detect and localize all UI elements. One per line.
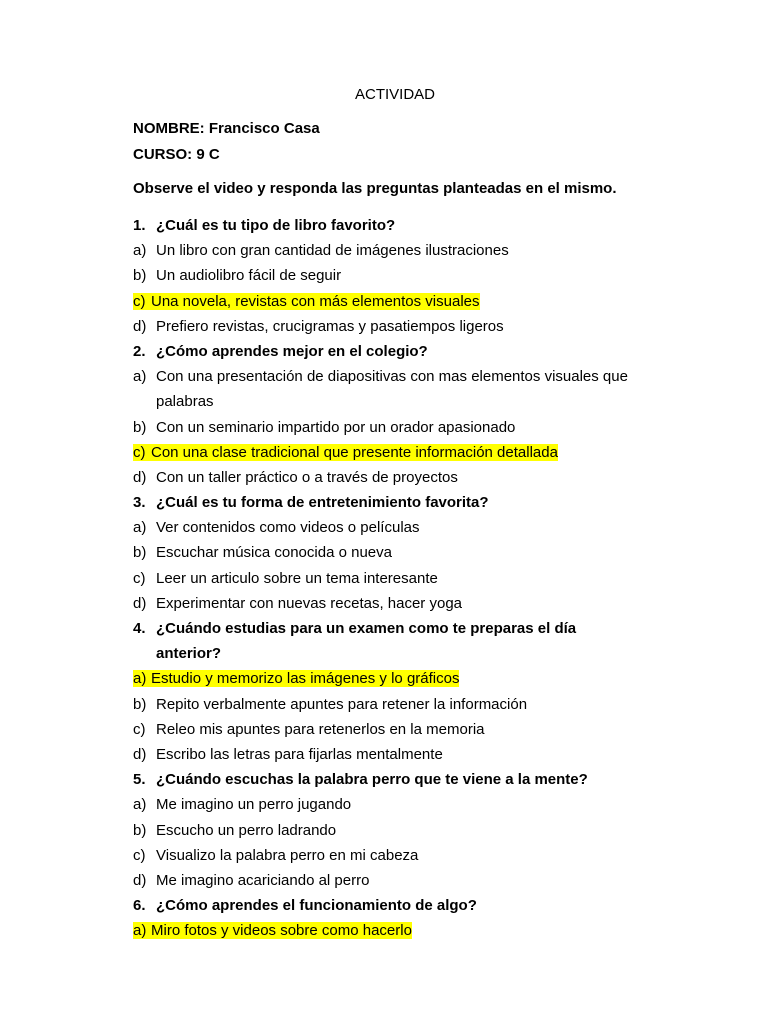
answer-option xyxy=(133,515,653,540)
option-text: Escribo las letras para fijarlas mentalmente xyxy=(156,745,443,763)
option-letter: a) xyxy=(133,666,155,691)
option-letter: b) xyxy=(133,267,147,285)
option-text: Ver contenidos como videos o películas xyxy=(156,519,420,537)
option-letter: c) xyxy=(133,569,146,587)
option-text: Con una clase tradicional que presente información detallada xyxy=(151,443,558,461)
question-text: ¿Cómo aprendes mejor en el colegio? xyxy=(156,342,428,360)
option-letter: d) xyxy=(133,594,147,612)
answer-option xyxy=(133,263,653,288)
question-number: 6. xyxy=(133,897,146,915)
option-text: Un audiolibro fácil de seguir xyxy=(156,267,342,285)
option-text: Con una presentación de diapositivas con mas elementos visuales que xyxy=(156,368,628,386)
option-text: Miro fotos y videos sobre como hacerlo xyxy=(151,922,412,940)
option-text: Una novela, revistas con más elementos visuales xyxy=(151,292,480,310)
answer-option xyxy=(133,843,653,868)
question-text: ¿Cuál es tu forma de entretenimiento favorita? xyxy=(156,494,489,512)
question-number: 5. xyxy=(133,771,146,789)
answer-option xyxy=(133,314,653,339)
answer-option xyxy=(133,540,653,565)
option-letter: c) xyxy=(133,289,155,314)
option-text: palabras xyxy=(156,393,214,411)
option-text: Leer un articulo sobre un tema interesante xyxy=(156,569,438,587)
selected-answer-option xyxy=(133,666,653,691)
option-text: Experimentar con nuevas recetas, hacer yoga xyxy=(156,594,462,612)
answer-option xyxy=(133,465,653,490)
question-text: ¿Cuál es tu tipo de libro favorito? xyxy=(156,217,396,234)
question xyxy=(133,339,653,364)
option-text: Releo mis apuntes para retenerlos en la memoria xyxy=(156,720,485,738)
option-letter: a) xyxy=(133,796,147,814)
option-letter: d) xyxy=(133,468,147,486)
answer-option xyxy=(133,692,653,717)
instructions: Observe el video y responda las preguntas planteadas en el mismo. xyxy=(133,180,617,197)
option-text: Visualizo la palabra perro en mi cabeza xyxy=(156,846,419,864)
question xyxy=(133,767,653,792)
answer-option xyxy=(133,415,653,440)
question-number: 4. xyxy=(133,620,146,637)
option-letter: c) xyxy=(133,846,146,864)
option-text: Escuchar música conocida o nueva xyxy=(156,544,392,562)
option-letter: c) xyxy=(133,720,146,738)
answer-option xyxy=(133,591,653,616)
answer-option xyxy=(133,742,653,767)
question xyxy=(133,893,653,918)
question-text: anterior? xyxy=(156,645,222,663)
option-text: Prefiero revistas, crucigramas y pasatiempos ligeros xyxy=(156,317,504,335)
answer-option xyxy=(133,717,653,742)
option-letter: a) xyxy=(133,242,147,260)
option-text: Un libro con gran cantidad de imágenes ilustraciones xyxy=(156,242,509,260)
question-number: 3. xyxy=(133,494,146,512)
question-number: 2. xyxy=(133,342,146,360)
question-text: ¿Cuándo estudias para un examen como te preparas el día xyxy=(156,620,577,637)
option-letter: b) xyxy=(133,418,147,436)
student-name: NOMBRE: Francisco Casa xyxy=(133,120,320,137)
question-text: ¿Cómo aprendes el funcionamiento de algo? xyxy=(156,897,477,915)
option-letter: b) xyxy=(133,544,147,562)
option-text: Escucho un perro ladrando xyxy=(156,821,337,839)
option-letter: d) xyxy=(133,745,147,763)
question xyxy=(133,213,653,238)
selected-answer-option xyxy=(133,440,653,465)
option-letter: b) xyxy=(133,821,147,839)
option-letter: a) xyxy=(133,918,155,943)
option-letter: d) xyxy=(133,871,147,889)
option-text: Me imagino acariciando al perro xyxy=(156,871,370,889)
question xyxy=(133,490,653,515)
answer-option xyxy=(133,566,653,591)
answer-option xyxy=(133,238,653,263)
option-letter: a) xyxy=(133,368,147,386)
option-text: Con un taller práctico o a través de proyectos xyxy=(156,468,458,486)
question xyxy=(133,616,653,641)
question-text: ¿Cuándo escuchas la palabra perro que te viene a la mente? xyxy=(156,771,588,789)
answer-continuation xyxy=(133,389,653,414)
answer-option xyxy=(133,818,653,843)
selected-answer-option xyxy=(133,918,653,943)
option-text: Repito verbalmente apuntes para retener la información xyxy=(156,695,528,713)
student-course: CURSO: 9 C xyxy=(133,146,220,163)
question-number: 1. xyxy=(133,217,146,234)
option-letter: a) xyxy=(133,519,147,537)
selected-answer-option xyxy=(133,289,653,314)
option-text: Con un seminario impartido por un orador apasionado xyxy=(156,418,516,436)
question-continuation xyxy=(133,641,653,666)
question-list xyxy=(133,213,653,943)
option-letter: b) xyxy=(133,695,147,713)
answer-option xyxy=(133,868,653,893)
page-title: ACTIVIDAD xyxy=(354,86,435,103)
answer-option xyxy=(133,792,653,817)
answer-option xyxy=(133,364,653,389)
option-text: Estudio y memorizo las imágenes y lo gráficos xyxy=(151,670,460,688)
option-letter: c) xyxy=(133,440,155,465)
option-text: Me imagino un perro jugando xyxy=(156,796,352,814)
option-letter: d) xyxy=(133,317,147,335)
